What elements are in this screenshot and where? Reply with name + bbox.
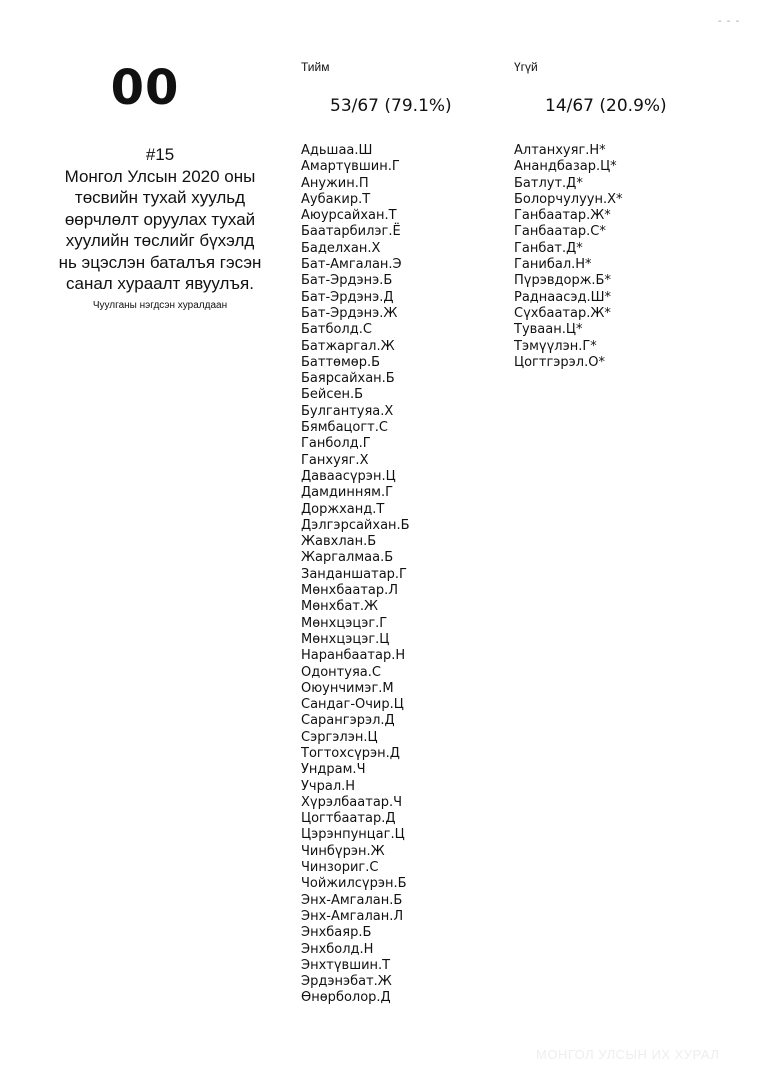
voter-name: Мөнхбаатар.Л <box>301 583 399 599</box>
voter-name: Цогтбаатар.Д <box>301 811 396 827</box>
motion-number: #15 <box>145 145 175 164</box>
voter-name: Дэлгэрсайхан.Б <box>301 517 410 533</box>
no-vote-result: 14/67 (20.9%) <box>545 96 667 116</box>
parliament-watermark: МОНГОЛ УЛСЫН ИХ ХУРАЛ <box>536 1047 720 1062</box>
yes-voters-list <box>301 143 410 1007</box>
voter-name: Ганибал.Н* <box>514 257 592 273</box>
voter-name: Аюурсайхан.Т <box>301 208 397 224</box>
voter-name: Бат-Эрдэнэ.Б <box>301 273 393 289</box>
voter-name: Ганбат.Д* <box>514 240 583 256</box>
voter-name: Чинзориг.С <box>301 860 379 876</box>
voter-name: Занданшатар.Г <box>301 566 407 582</box>
voter-name: Учрал.Н <box>301 778 356 794</box>
voter-name: Чинбүрэн.Ж <box>301 843 385 859</box>
voter-name: Доржханд.Т <box>301 501 385 517</box>
voter-name: Мөнхцэцэг.Г <box>301 615 388 631</box>
voter-name: Сүхбаатар.Ж* <box>514 305 611 321</box>
voter-name: Пүрэвдорж.Б* <box>514 273 611 289</box>
voter-name: Баттөмөр.Б <box>301 354 381 370</box>
voter-name: Тэмүүлэн.Г* <box>514 338 597 354</box>
voter-name: Баярсайхан.Б <box>301 371 395 387</box>
voter-name: Оюунчимэг.М <box>301 680 394 696</box>
no-column-label: Үгүй <box>514 60 538 74</box>
voter-name: Дамдинням.Г <box>301 485 394 501</box>
voter-name: Тогтохсүрэн.Д <box>301 745 400 761</box>
voter-name: Энхтүвшин.Т <box>301 957 391 973</box>
voter-name: Энх-Амгалан.Б <box>301 892 403 908</box>
voter-name: Бямбацогт.С <box>301 420 388 436</box>
voter-name: Булгантуяа.Х <box>301 403 394 419</box>
voter-name: Аубакир.Т <box>301 191 371 207</box>
voter-name: Даваасүрэн.Ц <box>301 468 396 484</box>
voter-name: Баделхан.Х <box>301 240 381 256</box>
voter-name: Батболд.С <box>301 322 372 338</box>
voter-name: Бейсен.Б <box>301 387 364 403</box>
no-voters-list <box>514 143 623 371</box>
voter-name: Цогтгэрэл.О* <box>514 354 605 370</box>
voter-name: Батлут.Д* <box>514 175 583 191</box>
voter-name: Мөнхбат.Ж <box>301 599 379 615</box>
voter-name: Мөнхцэцэг.Ц <box>301 631 390 647</box>
voter-name: Сэргэлэн.Ц <box>301 729 378 745</box>
voter-name: Ганбаатар.С* <box>514 224 606 240</box>
voter-name: Амартүвшин.Г <box>301 159 400 175</box>
voter-name: Энхбаяр.Б <box>301 925 372 941</box>
voter-name: Туваан.Ц* <box>514 322 583 338</box>
voter-name: Сандаг-Очир.Ц <box>301 697 404 713</box>
voter-name: Батжаргал.Ж <box>301 338 395 354</box>
motion-code: 00 <box>110 60 180 116</box>
voter-name: Жаргалмаа.Б <box>301 550 394 566</box>
voter-name: Чойжилсүрэн.Б <box>301 876 407 892</box>
voter-name: Ганхуяг.Х <box>301 452 369 468</box>
voter-name: Ганбаатар.Ж* <box>514 208 611 224</box>
voter-name: Анужин.П <box>301 175 369 191</box>
corner-mark: - - - <box>718 16 741 27</box>
voter-name: Энх-Амгалан.Л <box>301 908 404 924</box>
voter-name: Энхболд.Н <box>301 941 374 957</box>
voter-name: Бат-Эрдэнэ.Ж <box>301 305 398 321</box>
voter-name: Цэрэнпунцаг.Ц <box>301 827 405 843</box>
voter-name: Наранбаатар.Н <box>301 648 406 664</box>
voter-name: Ганболд.Г <box>301 436 371 452</box>
motion-block <box>20 144 300 295</box>
motion-title: Монгол Улсын 2020 оны төсвийн тухай хуульд өөрчлөлт оруулах тухай хуулийн төслийг бүхэлд нь эцэслэн баталъя гэсэн санал хураалт явуулъя. <box>58 166 262 293</box>
voter-name: Одонтуяа.С <box>301 664 381 680</box>
voter-name: Анандбазар.Ц* <box>514 159 617 175</box>
voter-name: Бат-Эрдэнэ.Д <box>301 289 394 305</box>
yes-column-label: Тийм <box>301 60 330 74</box>
voter-name: Жавхлан.Б <box>301 534 377 550</box>
voter-name: Адьшаа.Ш <box>301 143 373 158</box>
session-type: Чуулганы нэгдсэн хуралдаан <box>92 300 228 311</box>
voter-name: Болорчулуун.Х* <box>514 191 623 207</box>
voter-name: Баатарбилэг.Ё <box>301 224 401 240</box>
voter-name: Сарангэрэл.Д <box>301 713 395 729</box>
voter-name: Эрдэнэбат.Ж <box>301 974 392 990</box>
voter-name: Алтанхуяг.Н* <box>514 143 606 158</box>
voter-name: Хүрэлбаатар.Ч <box>301 794 403 810</box>
voter-name: Өнөрболор.Д <box>301 990 391 1006</box>
voter-name: Ундрам.Ч <box>301 762 366 778</box>
voter-name: Бат-Амгалан.Э <box>301 257 402 273</box>
voter-name: Раднаасэд.Ш* <box>514 289 612 305</box>
yes-vote-result: 53/67 (79.1%) <box>330 96 452 116</box>
